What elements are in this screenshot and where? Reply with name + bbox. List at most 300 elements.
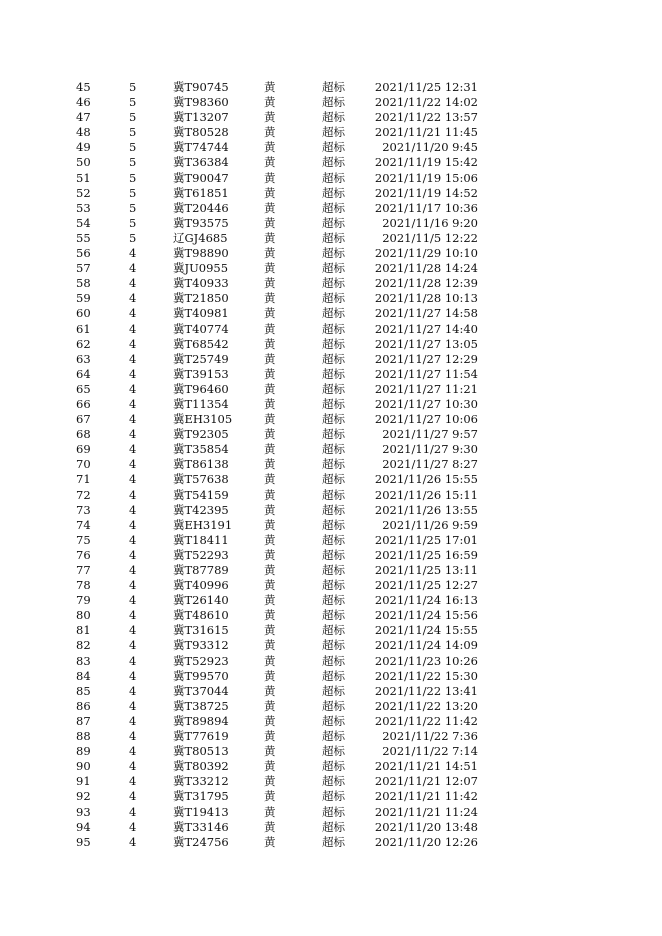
table-row — [0, 322, 662, 337]
row-index-cell: 52 — [76, 185, 91, 200]
table-row — [0, 578, 662, 593]
plate-color-cell: 黄 — [264, 774, 276, 789]
table-row — [0, 684, 662, 699]
count-cell: 5 — [129, 155, 137, 170]
row-index-cell: 85 — [76, 683, 91, 698]
plate-number-cell: 冀T38725 — [173, 698, 229, 713]
count-cell: 5 — [129, 215, 137, 230]
table-row — [0, 699, 662, 714]
plate-color-cell: 黄 — [264, 321, 276, 336]
table-row — [0, 276, 662, 291]
count-cell: 4 — [129, 789, 137, 804]
plate-number-cell: 冀T92305 — [173, 427, 229, 442]
table-row — [0, 472, 662, 487]
row-index-cell: 50 — [76, 155, 91, 170]
count-cell: 4 — [129, 306, 137, 321]
plate-number-cell: 冀T13207 — [173, 110, 229, 125]
status-cell: 超标 — [322, 578, 345, 593]
plate-color-cell: 黄 — [264, 563, 276, 577]
plate-number-cell: 冀T57638 — [173, 472, 229, 487]
status-cell: 超标 — [322, 759, 345, 774]
plate-number-cell: 冀T90745 — [173, 80, 229, 94]
status-cell: 超标 — [322, 321, 345, 336]
plate-color-cell: 黄 — [264, 351, 276, 366]
timestamp-cell: 2021/11/20 12:26 — [374, 834, 478, 849]
row-index-cell: 48 — [76, 125, 91, 140]
row-index-cell: 83 — [76, 653, 91, 668]
count-cell: 4 — [129, 336, 137, 351]
row-index-cell: 93 — [76, 804, 91, 819]
row-index-cell: 71 — [76, 472, 91, 487]
row-index-cell: 66 — [76, 396, 91, 411]
count-cell: 4 — [129, 366, 137, 381]
plate-number-cell: 冀JU0955 — [173, 261, 229, 276]
status-cell: 超标 — [322, 351, 345, 366]
timestamp-cell: 2021/11/24 15:55 — [374, 623, 478, 638]
status-cell: 超标 — [322, 140, 345, 155]
count-cell: 4 — [129, 653, 137, 668]
timestamp-cell: 2021/11/27 9:57 — [382, 427, 478, 442]
status-cell: 超标 — [322, 638, 345, 653]
table-row — [0, 820, 662, 835]
count-cell: 4 — [129, 683, 137, 698]
count-cell: 4 — [129, 412, 137, 427]
count-cell: 4 — [129, 744, 137, 759]
timestamp-cell: 2021/11/27 10:30 — [374, 396, 478, 411]
plate-color-cell: 黄 — [264, 789, 276, 804]
timestamp-cell: 2021/11/5 12:22 — [382, 230, 478, 245]
timestamp-cell: 2021/11/24 14:09 — [374, 638, 478, 653]
plate-number-cell: 冀T42395 — [173, 502, 229, 517]
table-row — [0, 367, 662, 382]
timestamp-cell: 2021/11/26 13:55 — [374, 502, 478, 517]
table-row — [0, 623, 662, 638]
row-index-cell: 94 — [76, 819, 91, 834]
table-row — [0, 654, 662, 669]
row-index-cell: 86 — [76, 698, 91, 713]
plate-color-cell: 黄 — [264, 230, 276, 245]
timestamp-cell: 2021/11/27 11:54 — [374, 366, 478, 381]
count-cell: 4 — [129, 547, 137, 562]
timestamp-cell: 2021/11/21 11:45 — [374, 125, 478, 140]
row-index-cell: 76 — [76, 547, 91, 562]
timestamp-cell: 2021/11/21 14:51 — [374, 759, 478, 774]
table-row — [0, 714, 662, 729]
status-cell: 超标 — [322, 246, 345, 261]
status-cell: 超标 — [322, 170, 345, 185]
row-index-cell: 47 — [76, 110, 91, 125]
table-row — [0, 125, 662, 140]
timestamp-cell: 2021/11/27 8:27 — [382, 457, 478, 472]
table-row — [0, 488, 662, 503]
status-cell: 超标 — [322, 291, 345, 306]
timestamp-cell: 2021/11/25 12:31 — [374, 80, 478, 94]
status-cell: 超标 — [322, 125, 345, 140]
plate-number-cell: 冀T80528 — [173, 125, 229, 140]
row-index-cell: 77 — [76, 563, 91, 577]
timestamp-cell: 2021/11/26 15:11 — [374, 487, 478, 502]
plate-number-cell: 冀T21850 — [173, 291, 229, 306]
row-index-cell: 95 — [76, 834, 91, 849]
table-row — [0, 533, 662, 548]
row-index-cell: 82 — [76, 638, 91, 653]
status-cell: 超标 — [322, 396, 345, 411]
table-row — [0, 503, 662, 518]
status-cell: 超标 — [322, 713, 345, 728]
plate-number-cell: 冀T96460 — [173, 381, 229, 396]
table-row — [0, 155, 662, 170]
count-cell: 5 — [129, 140, 137, 155]
status-cell: 超标 — [322, 200, 345, 215]
plate-number-cell: 冀T20446 — [173, 200, 229, 215]
timestamp-cell: 2021/11/22 14:02 — [374, 95, 478, 110]
timestamp-cell: 2021/11/21 11:42 — [374, 789, 478, 804]
plate-color-cell: 黄 — [264, 759, 276, 774]
timestamp-cell: 2021/11/25 13:11 — [374, 563, 478, 577]
table-row — [0, 729, 662, 744]
table-row — [0, 140, 662, 155]
status-cell: 超标 — [322, 502, 345, 517]
timestamp-cell: 2021/11/25 12:27 — [374, 578, 478, 593]
table-row — [0, 427, 662, 442]
status-cell: 超标 — [322, 683, 345, 698]
timestamp-cell: 2021/11/26 15:55 — [374, 472, 478, 487]
plate-color-cell: 黄 — [264, 125, 276, 140]
plate-color-cell: 黄 — [264, 547, 276, 562]
plate-number-cell: 冀T18411 — [173, 532, 229, 547]
plate-color-cell: 黄 — [264, 291, 276, 306]
table-row — [0, 774, 662, 789]
plate-color-cell: 黄 — [264, 427, 276, 442]
row-index-cell: 75 — [76, 532, 91, 547]
row-index-cell: 81 — [76, 623, 91, 638]
status-cell: 超标 — [322, 623, 345, 638]
row-index-cell: 84 — [76, 668, 91, 683]
count-cell: 4 — [129, 698, 137, 713]
plate-number-cell: 冀T36384 — [173, 155, 229, 170]
count-cell: 4 — [129, 442, 137, 457]
timestamp-cell: 2021/11/22 11:42 — [374, 713, 478, 728]
table-row — [0, 457, 662, 472]
table-row — [0, 608, 662, 623]
status-cell: 超标 — [322, 110, 345, 125]
plate-color-cell: 黄 — [264, 381, 276, 396]
count-cell: 4 — [129, 834, 137, 849]
plate-color-cell: 黄 — [264, 487, 276, 502]
data-table — [0, 80, 662, 850]
plate-color-cell: 黄 — [264, 412, 276, 427]
status-cell: 超标 — [322, 804, 345, 819]
row-index-cell: 80 — [76, 608, 91, 623]
count-cell: 4 — [129, 457, 137, 472]
timestamp-cell: 2021/11/22 7:36 — [382, 729, 478, 744]
plate-color-cell: 黄 — [264, 140, 276, 155]
status-cell: 超标 — [322, 698, 345, 713]
plate-color-cell: 黄 — [264, 683, 276, 698]
plate-color-cell: 黄 — [264, 396, 276, 411]
status-cell: 超标 — [322, 366, 345, 381]
row-index-cell: 67 — [76, 412, 91, 427]
plate-color-cell: 黄 — [264, 653, 276, 668]
timestamp-cell: 2021/11/26 9:59 — [382, 517, 478, 532]
plate-color-cell: 黄 — [264, 638, 276, 653]
plate-number-cell: 冀T40996 — [173, 578, 229, 593]
plate-number-cell: 冀T40933 — [173, 276, 229, 291]
plate-number-cell: 冀T93575 — [173, 215, 229, 230]
status-cell: 超标 — [322, 427, 345, 442]
count-cell: 4 — [129, 532, 137, 547]
table-row — [0, 835, 662, 850]
count-cell: 4 — [129, 261, 137, 276]
table-row — [0, 216, 662, 231]
timestamp-cell: 2021/11/25 17:01 — [374, 532, 478, 547]
status-cell: 超标 — [322, 668, 345, 683]
plate-color-cell: 黄 — [264, 276, 276, 291]
row-index-cell: 79 — [76, 593, 91, 608]
plate-number-cell: 冀T31795 — [173, 789, 229, 804]
status-cell: 超标 — [322, 215, 345, 230]
timestamp-cell: 2021/11/19 15:06 — [374, 170, 478, 185]
plate-color-cell: 黄 — [264, 80, 276, 94]
plate-color-cell: 黄 — [264, 170, 276, 185]
row-index-cell: 51 — [76, 170, 91, 185]
count-cell: 4 — [129, 517, 137, 532]
plate-color-cell: 黄 — [264, 804, 276, 819]
status-cell: 超标 — [322, 306, 345, 321]
count-cell: 4 — [129, 713, 137, 728]
timestamp-cell: 2021/11/28 14:24 — [374, 261, 478, 276]
timestamp-cell: 2021/11/22 7:14 — [382, 744, 478, 759]
row-index-cell: 61 — [76, 321, 91, 336]
count-cell: 4 — [129, 563, 137, 577]
timestamp-cell: 2021/11/22 13:41 — [374, 683, 478, 698]
timestamp-cell: 2021/11/20 9:45 — [382, 140, 478, 155]
status-cell: 超标 — [322, 517, 345, 532]
plate-number-cell: 冀T80513 — [173, 744, 229, 759]
count-cell: 5 — [129, 110, 137, 125]
plate-color-cell: 黄 — [264, 713, 276, 728]
plate-color-cell: 黄 — [264, 442, 276, 457]
timestamp-cell: 2021/11/19 14:52 — [374, 185, 478, 200]
table-row — [0, 669, 662, 684]
timestamp-cell: 2021/11/27 13:05 — [374, 336, 478, 351]
plate-number-cell: 冀T40981 — [173, 306, 229, 321]
count-cell: 5 — [129, 170, 137, 185]
table-row — [0, 548, 662, 563]
plate-number-cell: 冀T35854 — [173, 442, 229, 457]
table-row — [0, 744, 662, 759]
plate-number-cell: 冀T26140 — [173, 593, 229, 608]
row-index-cell: 73 — [76, 502, 91, 517]
status-cell: 超标 — [322, 593, 345, 608]
plate-color-cell: 黄 — [264, 306, 276, 321]
plate-number-cell: 辽GJ4685 — [173, 230, 228, 245]
table-row — [0, 442, 662, 457]
row-index-cell: 69 — [76, 442, 91, 457]
plate-number-cell: 冀T31615 — [173, 623, 229, 638]
table-row — [0, 397, 662, 412]
status-cell: 超标 — [322, 336, 345, 351]
row-index-cell: 78 — [76, 578, 91, 593]
plate-number-cell: 冀T74744 — [173, 140, 229, 155]
plate-color-cell: 黄 — [264, 593, 276, 608]
count-cell: 4 — [129, 321, 137, 336]
status-cell: 超标 — [322, 185, 345, 200]
count-cell: 4 — [129, 291, 137, 306]
plate-color-cell: 黄 — [264, 155, 276, 170]
table-row — [0, 231, 662, 246]
plate-number-cell: 冀T80392 — [173, 759, 229, 774]
status-cell: 超标 — [322, 261, 345, 276]
table-row — [0, 563, 662, 578]
plate-number-cell: 冀T52923 — [173, 653, 229, 668]
table-row — [0, 382, 662, 397]
plate-color-cell: 黄 — [264, 729, 276, 744]
row-index-cell: 74 — [76, 517, 91, 532]
status-cell: 超标 — [322, 653, 345, 668]
count-cell: 5 — [129, 125, 137, 140]
timestamp-cell: 2021/11/27 10:06 — [374, 412, 478, 427]
row-index-cell: 58 — [76, 276, 91, 291]
plate-number-cell: 冀T33212 — [173, 774, 229, 789]
timestamp-cell: 2021/11/28 10:13 — [374, 291, 478, 306]
status-cell: 超标 — [322, 457, 345, 472]
table-row — [0, 593, 662, 608]
count-cell: 4 — [129, 381, 137, 396]
plate-color-cell: 黄 — [264, 517, 276, 532]
plate-number-cell: 冀T37044 — [173, 683, 229, 698]
plate-number-cell: 冀T87789 — [173, 563, 229, 577]
plate-number-cell: 冀T54159 — [173, 487, 229, 502]
table-row — [0, 518, 662, 533]
timestamp-cell: 2021/11/19 15:42 — [374, 155, 478, 170]
row-index-cell: 63 — [76, 351, 91, 366]
timestamp-cell: 2021/11/28 12:39 — [374, 276, 478, 291]
plate-color-cell: 黄 — [264, 668, 276, 683]
row-index-cell: 49 — [76, 140, 91, 155]
row-index-cell: 64 — [76, 366, 91, 381]
row-index-cell: 55 — [76, 230, 91, 245]
table-row — [0, 352, 662, 367]
plate-number-cell: 冀T77619 — [173, 729, 229, 744]
status-cell: 超标 — [322, 744, 345, 759]
plate-number-cell: 冀EH3105 — [173, 412, 233, 427]
timestamp-cell: 2021/11/27 14:58 — [374, 306, 478, 321]
plate-number-cell: 冀T52293 — [173, 547, 229, 562]
timestamp-cell: 2021/11/22 13:20 — [374, 698, 478, 713]
row-index-cell: 56 — [76, 246, 91, 261]
count-cell: 5 — [129, 185, 137, 200]
plate-color-cell: 黄 — [264, 457, 276, 472]
timestamp-cell: 2021/11/21 11:24 — [374, 804, 478, 819]
timestamp-cell: 2021/11/23 10:26 — [374, 653, 478, 668]
status-cell: 超标 — [322, 789, 345, 804]
count-cell: 5 — [129, 80, 137, 94]
count-cell: 4 — [129, 819, 137, 834]
plate-number-cell: 冀T86138 — [173, 457, 229, 472]
status-cell: 超标 — [322, 442, 345, 457]
row-index-cell: 62 — [76, 336, 91, 351]
status-cell: 超标 — [322, 381, 345, 396]
row-index-cell: 88 — [76, 729, 91, 744]
timestamp-cell: 2021/11/17 10:36 — [374, 200, 478, 215]
row-index-cell: 65 — [76, 381, 91, 396]
count-cell: 5 — [129, 95, 137, 110]
row-index-cell: 89 — [76, 744, 91, 759]
count-cell: 4 — [129, 638, 137, 653]
plate-color-cell: 黄 — [264, 110, 276, 125]
timestamp-cell: 2021/11/22 13:57 — [374, 110, 478, 125]
row-index-cell: 92 — [76, 789, 91, 804]
count-cell: 4 — [129, 276, 137, 291]
status-cell: 超标 — [322, 563, 345, 577]
timestamp-cell: 2021/11/27 11:21 — [374, 381, 478, 396]
table-row — [0, 95, 662, 110]
plate-color-cell: 黄 — [264, 608, 276, 623]
table-row — [0, 201, 662, 216]
plate-color-cell: 黄 — [264, 532, 276, 547]
status-cell: 超标 — [322, 547, 345, 562]
table-row — [0, 261, 662, 276]
count-cell: 4 — [129, 246, 137, 261]
plate-number-cell: 冀T11354 — [173, 396, 229, 411]
plate-color-cell: 黄 — [264, 261, 276, 276]
status-cell: 超标 — [322, 774, 345, 789]
row-index-cell: 87 — [76, 713, 91, 728]
table-row — [0, 246, 662, 261]
plate-color-cell: 黄 — [264, 698, 276, 713]
timestamp-cell: 2021/11/27 12:29 — [374, 351, 478, 366]
table-row — [0, 80, 662, 95]
plate-number-cell: 冀T24756 — [173, 834, 229, 849]
count-cell: 4 — [129, 804, 137, 819]
count-cell: 4 — [129, 427, 137, 442]
table-row — [0, 306, 662, 321]
count-cell: 5 — [129, 230, 137, 245]
plate-color-cell: 黄 — [264, 336, 276, 351]
status-cell: 超标 — [322, 472, 345, 487]
plate-number-cell: 冀T90047 — [173, 170, 229, 185]
table-row — [0, 337, 662, 352]
count-cell: 4 — [129, 351, 137, 366]
plate-color-cell: 黄 — [264, 200, 276, 215]
count-cell: 4 — [129, 578, 137, 593]
row-index-cell: 90 — [76, 759, 91, 774]
row-index-cell: 70 — [76, 457, 91, 472]
table-row — [0, 291, 662, 306]
plate-number-cell: 冀T48610 — [173, 608, 229, 623]
count-cell: 4 — [129, 729, 137, 744]
plate-number-cell: 冀T61851 — [173, 185, 229, 200]
plate-color-cell: 黄 — [264, 215, 276, 230]
plate-number-cell: 冀T33146 — [173, 819, 229, 834]
plate-number-cell: 冀T68542 — [173, 336, 229, 351]
plate-color-cell: 黄 — [264, 578, 276, 593]
timestamp-cell: 2021/11/24 16:13 — [374, 593, 478, 608]
timestamp-cell: 2021/11/27 9:30 — [382, 442, 478, 457]
plate-number-cell: 冀T39153 — [173, 366, 229, 381]
count-cell: 4 — [129, 396, 137, 411]
timestamp-cell: 2021/11/22 15:30 — [374, 668, 478, 683]
plate-number-cell: 冀EH3191 — [173, 517, 233, 532]
status-cell: 超标 — [322, 487, 345, 502]
table-row — [0, 110, 662, 125]
count-cell: 4 — [129, 593, 137, 608]
row-index-cell: 53 — [76, 200, 91, 215]
status-cell: 超标 — [322, 729, 345, 744]
count-cell: 5 — [129, 200, 137, 215]
status-cell: 超标 — [322, 80, 345, 94]
